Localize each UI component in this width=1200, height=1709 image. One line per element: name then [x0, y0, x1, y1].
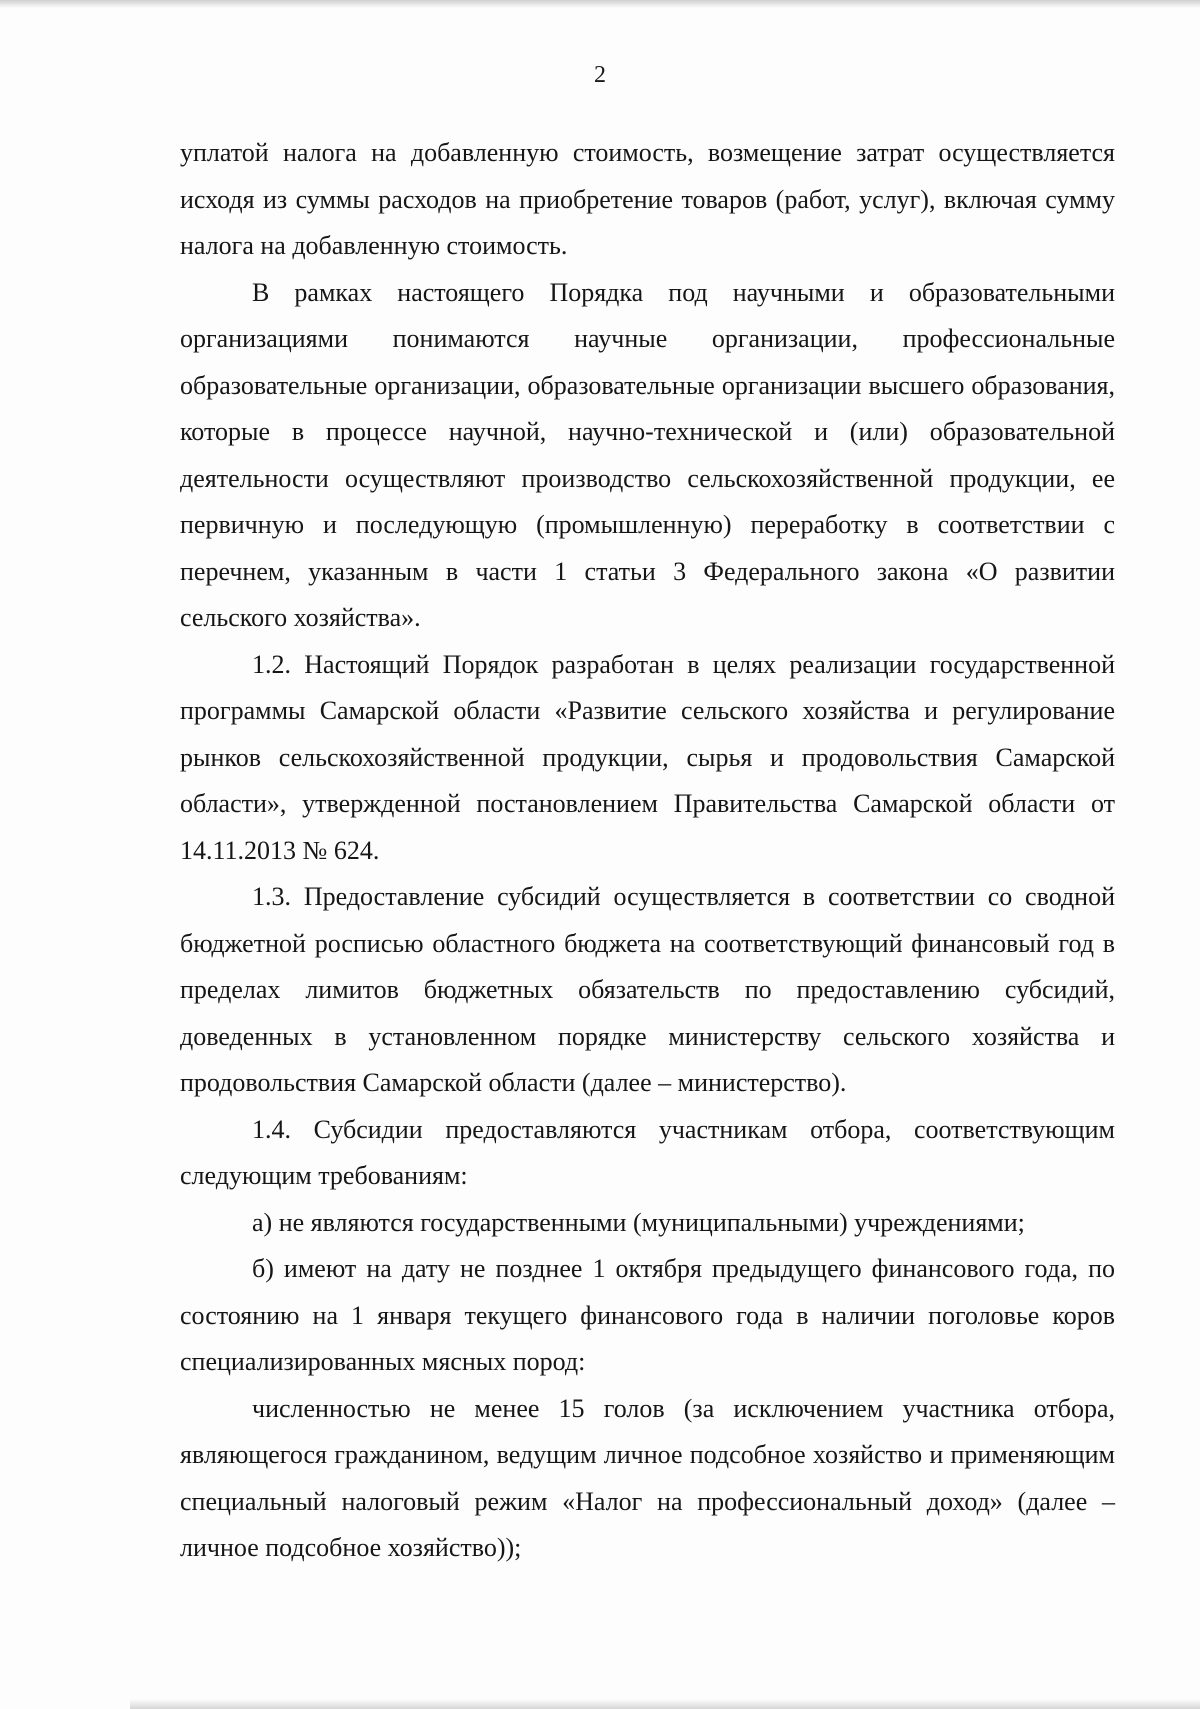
- paragraph-item-b: б) имеют на дату не позднее 1 октября предыдущего финансового года, по состоянию на 1 января текущего финансового года в наличии поголовье коров специализированных мясных пород:: [180, 1254, 1115, 1376]
- paragraph-herd-size: численностью не менее 15 голов (за исключением участника отбора, являющегося гражданином, ведущим личное подсобное хозяйство и применяющим специальный налоговый режим «Налог на профессиональный доход» (далее – личное подсобное хозяйство));: [180, 1393, 1115, 1562]
- paragraph-definitions: В рамках настоящего Порядка под научными и образовательными организациями понимаются научные организации, профессиональные образовательные организации, образовательные организации высшего образования, которые в процессе научной, научно-технической и (или) образовательной деятельности осуществляют производство сельскохозяйственной продукции, ее первичную и последующую (промышленную) переработку в соответствии с перечнем, указанным в части 1 статьи 3 Федерального закона «О развитии сельского хозяйства».: [180, 277, 1115, 632]
- paragraph-1-2: 1.2. Настоящий Порядок разработан в целях реализации государственной программы Самарской области «Развитие сельского хозяйства и регулирование рынков сельскохозяйственной продукции, сырья и продовольствия Самарской области», утвержденной постановлением Правительства Самарской области от 14.11.2013 № 624.: [180, 649, 1115, 865]
- paragraph-item-a: а) не являются государственными (муниципальными) учреждениями;: [252, 1207, 1025, 1237]
- paragraph-continuation: уплатой налога на добавленную стоимость, возмещение затрат осуществляется исходя из суммы расходов на приобретение товаров (работ, услуг), включая сумму налога на добавленную стоимость.: [180, 138, 1115, 260]
- document-body: [180, 130, 1115, 1572]
- paragraph-1-3: 1.3. Предоставление субсидий осуществляется в соответствии со сводной бюджетной росписью областного бюджета на соответствующий финансовый год в пределах лимитов бюджетных обязательств по предоставлению субсидий, доведенных в установленном порядке министерству сельского хозяйства и продовольствия Самарской области (далее – министерство).: [180, 882, 1115, 1097]
- scan-top-edge: [0, 0, 1200, 8]
- paragraph-1-4: 1.4. Субсидии предоставляются участникам отбора, соответствующим следующим требованиям:: [180, 1114, 1115, 1190]
- page-number: 2: [594, 62, 606, 88]
- scan-bottom-edge: [130, 1699, 1200, 1709]
